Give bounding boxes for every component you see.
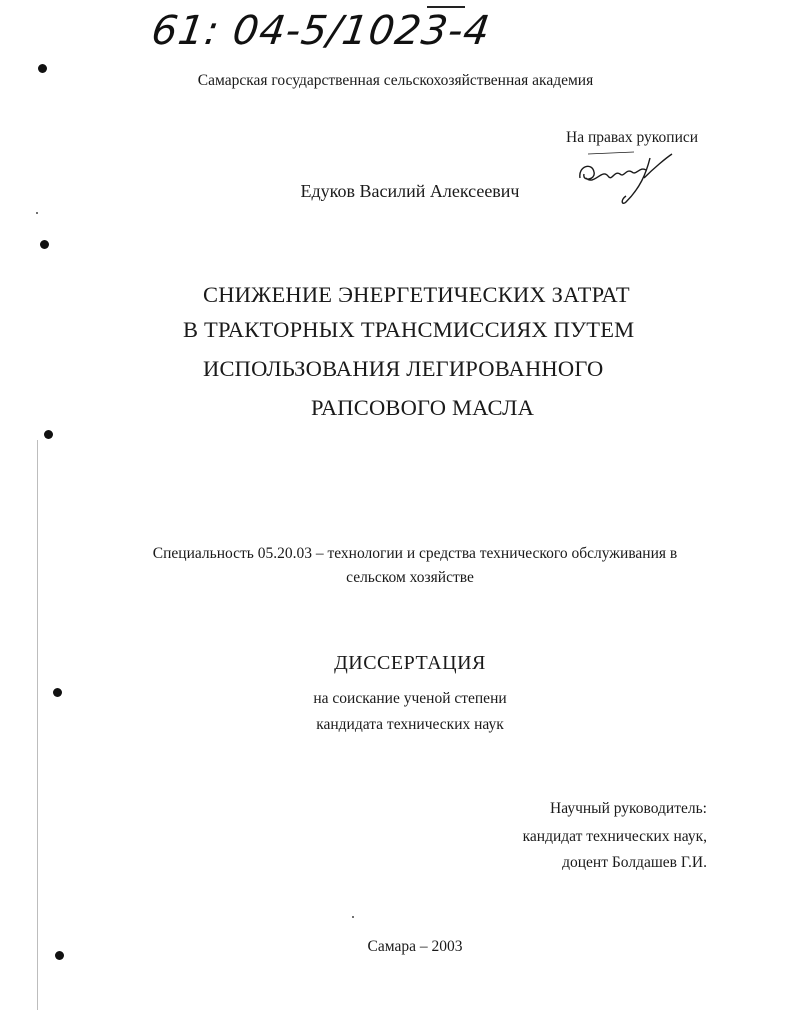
supervisor-label: Научный руководитель:: [550, 800, 707, 817]
dissertation-title-line-3: ИСПОЛЬЗОВАНИЯ ЛЕГИРОВАННОГО: [203, 356, 604, 381]
supervisor-name: доцент Болдашев Г.И.: [562, 854, 707, 871]
punch-hole-mark: [44, 430, 53, 439]
punch-hole-mark: [38, 64, 47, 73]
author-name: Едуков Василий Алексеевич: [300, 181, 520, 201]
scan-speck: [36, 212, 38, 214]
degree-line-2: кандидата технических наук: [316, 716, 504, 733]
punch-hole-mark: [53, 688, 62, 697]
supervisor-degree: кандидат технических наук,: [522, 828, 707, 845]
punch-hole-mark: [40, 240, 49, 249]
institution-name: Самарская государственная сельскохозяйственная академия: [197, 72, 594, 89]
manuscript-rights-note: На правах рукописи: [566, 129, 699, 146]
degree-line-1: на соискание ученой степени: [313, 690, 507, 707]
scan-speck: [352, 916, 354, 918]
dissertation-title-line-4: РАПСОВОГО МАСЛА: [311, 395, 535, 420]
dissertation-heading: ДИССЕРТАЦИЯ: [334, 652, 486, 674]
dissertation-title-line-1: СНИЖЕНИЕ ЭНЕРГЕТИЧЕСКИХ ЗАТРАТ: [203, 282, 630, 307]
city-year: Самара – 2003: [367, 938, 463, 955]
specialty-line-1: Специальность 05.20.03 – технологии и средства технического обслуживания в: [152, 545, 678, 562]
scan-margin-line: [37, 440, 38, 1010]
specialty-line-2: сельском хозяйстве: [346, 569, 474, 586]
dissertation-title-line-2: В ТРАКТОРНЫХ ТРАНСМИССИЯХ ПУТЕМ: [183, 317, 635, 342]
punch-hole-mark: [55, 951, 64, 960]
archive-number: 61: 04-5/1023-4: [148, 8, 494, 54]
